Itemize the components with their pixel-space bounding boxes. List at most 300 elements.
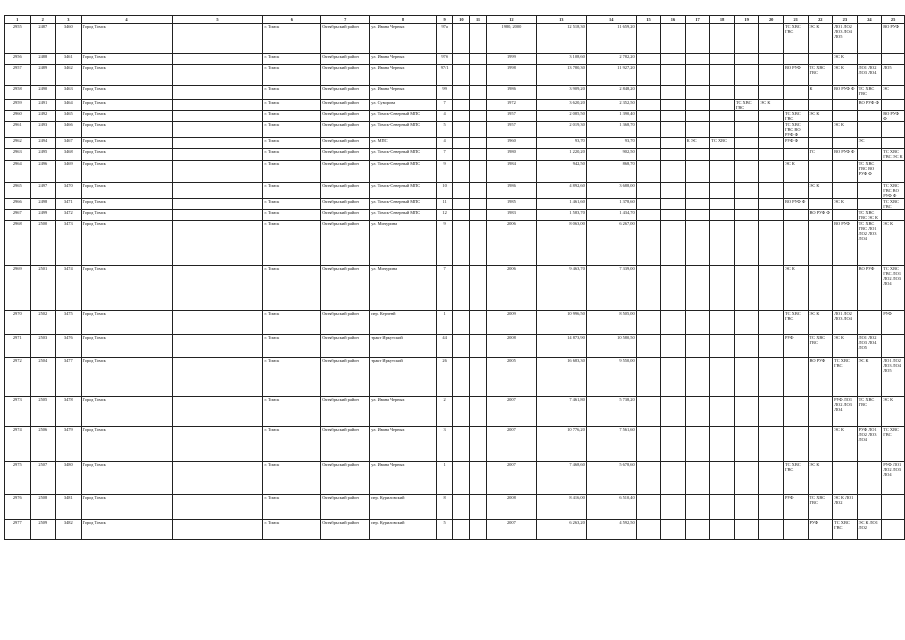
table-cell xyxy=(470,161,487,183)
table-cell: ТС ХВС ГВС ВО РУФ Ф xyxy=(882,183,905,199)
table-cell: 2008 xyxy=(486,495,536,520)
column-number-header: 18 xyxy=(710,16,735,24)
table-cell xyxy=(685,86,710,100)
table-cell: 6 267,00 xyxy=(586,221,636,266)
table-cell: Город Томск xyxy=(81,138,172,149)
table-cell: 12 xyxy=(436,210,453,221)
table-cell: 2963 xyxy=(5,149,31,161)
table-cell: ЭС К ЛО1 ЛО2 xyxy=(833,495,858,520)
table-cell: ЭС К xyxy=(833,65,858,86)
table-cell xyxy=(470,24,487,54)
table-cell xyxy=(453,183,470,199)
table-cell: ТС ХВС ГВС xyxy=(783,111,808,122)
table-cell xyxy=(734,311,759,335)
table-cell: 1 390,40 xyxy=(586,111,636,122)
table-row xyxy=(5,221,905,266)
table-cell: 3 620,20 xyxy=(536,100,586,111)
table-cell: 6 510,40 xyxy=(586,495,636,520)
table-cell: ВО РУФ Ф xyxy=(783,199,808,210)
table-cell: Город Томск xyxy=(81,54,172,65)
table-cell: 9 463,70 xyxy=(536,266,586,311)
table-cell xyxy=(734,210,759,221)
table-cell: Октябрьский район xyxy=(321,183,370,199)
table-cell: Город Томск xyxy=(81,183,172,199)
table-cell: Октябрьский район xyxy=(321,100,370,111)
table-cell: Город Томск xyxy=(81,161,172,183)
table-row xyxy=(5,495,905,520)
table-cell: Октябрьский район xyxy=(321,24,370,54)
table-cell: 2494 xyxy=(30,138,56,149)
table-cell: 2497 xyxy=(30,183,56,199)
table-cell: Октябрьский район xyxy=(321,138,370,149)
table-cell xyxy=(636,358,661,397)
table-cell xyxy=(661,149,686,161)
table-cell xyxy=(470,520,487,540)
table-cell: 3469 xyxy=(56,161,82,183)
table-cell: 3 688,00 xyxy=(586,183,636,199)
table-cell: Октябрьский район xyxy=(321,65,370,86)
table-cell: г. Томск xyxy=(263,122,321,138)
table-cell xyxy=(759,221,784,266)
table-cell: 1 583,70 xyxy=(536,210,586,221)
table-cell: ТС ХВС ГВС xyxy=(882,199,905,210)
table-cell xyxy=(833,161,858,183)
table-cell: Город Томск xyxy=(81,65,172,86)
table-cell: 2007 xyxy=(486,462,536,495)
table-cell: 2 xyxy=(436,397,453,427)
table-cell xyxy=(685,358,710,397)
table-cell xyxy=(172,358,263,397)
table-cell xyxy=(734,54,759,65)
table-cell: 2498 xyxy=(30,199,56,210)
table-cell: 2488 xyxy=(30,54,56,65)
table-cell: Октябрьский район xyxy=(321,54,370,65)
table-cell xyxy=(470,311,487,335)
column-number-header: 12 xyxy=(486,16,536,24)
column-number-header: 19 xyxy=(734,16,759,24)
table-cell: 4 xyxy=(436,111,453,122)
column-number-header: 7 xyxy=(321,16,370,24)
table-cell: г. Томск xyxy=(263,311,321,335)
table-cell xyxy=(636,520,661,540)
table-cell: ТС ХВС ГВС xyxy=(833,520,858,540)
table-row xyxy=(5,54,905,65)
table-cell xyxy=(453,54,470,65)
table-cell: 7 xyxy=(436,266,453,311)
table-cell xyxy=(172,199,263,210)
table-cell: 942,50 xyxy=(536,161,586,183)
table-cell xyxy=(857,54,882,65)
table-cell: г. Томск xyxy=(263,111,321,122)
table-cell xyxy=(759,462,784,495)
table-cell: ТС ХВС ГВС xyxy=(783,462,808,495)
table-cell: Город Томск xyxy=(81,24,172,54)
table-cell xyxy=(833,100,858,111)
table-cell: ТС ХВС ГВС xyxy=(808,495,833,520)
table-row xyxy=(5,210,905,221)
table-cell: 2976 xyxy=(5,495,31,520)
table-cell xyxy=(453,149,470,161)
table-cell xyxy=(470,210,487,221)
column-number-header: 1 xyxy=(5,16,31,24)
register-table xyxy=(4,15,905,540)
table-cell: ул. Ивана Черных xyxy=(370,427,437,462)
table-cell xyxy=(636,138,661,149)
table-cell: 2 352,50 xyxy=(586,100,636,111)
table-cell xyxy=(661,221,686,266)
column-number-header: 11 xyxy=(470,16,487,24)
table-cell: 3 909,20 xyxy=(536,86,586,100)
table-cell xyxy=(172,54,263,65)
table-cell: 11 927,20 xyxy=(586,65,636,86)
table-cell: 10 580,50 xyxy=(586,335,636,358)
table-cell xyxy=(453,65,470,86)
table-cell: ЭС xyxy=(857,138,882,149)
table-cell xyxy=(783,149,808,161)
table-cell: 6 263,20 xyxy=(536,520,586,540)
table-cell xyxy=(685,111,710,122)
table-cell: ЭС К xyxy=(783,161,808,183)
table-cell xyxy=(759,397,784,427)
table-cell xyxy=(783,183,808,199)
table-cell: 2496 xyxy=(30,161,56,183)
table-cell: 2487 xyxy=(30,24,56,54)
table-cell: 1 434,70 xyxy=(586,210,636,221)
table-cell: 16 683,30 xyxy=(536,358,586,397)
table-cell xyxy=(710,65,735,86)
table-cell: ЭС xyxy=(882,86,905,100)
table-cell: 4 892,60 xyxy=(536,183,586,199)
table-cell xyxy=(833,183,858,199)
table-cell: 2962 xyxy=(5,138,31,149)
table-cell xyxy=(172,183,263,199)
table-row xyxy=(5,183,905,199)
table-cell xyxy=(661,86,686,100)
table-cell xyxy=(453,358,470,397)
table-cell xyxy=(453,86,470,100)
table-cell: 2501 xyxy=(30,266,56,311)
table-cell: РУФ Ф xyxy=(783,138,808,149)
table-cell: Город Томск xyxy=(81,86,172,100)
table-cell xyxy=(685,221,710,266)
table-cell: ул. Томск-Северный МПС xyxy=(370,199,437,210)
table-cell xyxy=(783,54,808,65)
table-cell: 3473 xyxy=(56,221,82,266)
table-cell xyxy=(710,397,735,427)
table-cell xyxy=(783,86,808,100)
table-cell xyxy=(710,311,735,335)
table-cell: ВО РУФ Ф xyxy=(833,149,858,161)
table-cell: ЛО1 ЛО2 ЛО3 ЛО4 xyxy=(857,65,882,86)
table-cell: 3478 xyxy=(56,397,82,427)
table-cell xyxy=(710,86,735,100)
table-cell xyxy=(661,210,686,221)
table-cell: 2971 xyxy=(5,335,31,358)
table-cell xyxy=(172,427,263,462)
table-cell: ЭС К xyxy=(833,199,858,210)
table-cell: 868,70 xyxy=(586,161,636,183)
table-cell: 2009 xyxy=(486,311,536,335)
table-cell xyxy=(172,86,263,100)
table-cell: ЭС К xyxy=(882,221,905,266)
table-cell xyxy=(882,54,905,65)
table-cell: ТС ХВС ГВС xyxy=(783,24,808,54)
table-cell xyxy=(661,462,686,495)
table-cell: ул. Томск-Северный МПС xyxy=(370,122,437,138)
table-cell xyxy=(172,520,263,540)
table-cell xyxy=(710,100,735,111)
table-cell xyxy=(759,520,784,540)
table-cell: 1983 xyxy=(486,210,536,221)
table-cell xyxy=(882,335,905,358)
table-cell: 93,70 xyxy=(586,138,636,149)
table-cell: 1 xyxy=(436,462,453,495)
table-cell: 902,50 xyxy=(586,149,636,161)
table-cell: ЭС К ЛО1 ЛО2 xyxy=(857,520,882,540)
table-cell xyxy=(857,311,882,335)
table-cell: 3477 xyxy=(56,358,82,397)
column-number-header: 6 xyxy=(263,16,321,24)
table-cell: г. Томск xyxy=(263,266,321,311)
column-number-header: 22 xyxy=(808,16,833,24)
table-cell xyxy=(734,122,759,138)
table-cell: ТС ХВС ГВС ЛО1 ЛО2 ЛО3 ЛО4 xyxy=(882,266,905,311)
table-cell xyxy=(470,335,487,358)
table-cell xyxy=(661,65,686,86)
table-cell xyxy=(453,266,470,311)
table-cell xyxy=(636,24,661,54)
table-cell xyxy=(172,311,263,335)
table-cell: 2 782,20 xyxy=(586,54,636,65)
table-cell: 8 505,00 xyxy=(586,311,636,335)
table-cell xyxy=(759,54,784,65)
table-cell xyxy=(685,462,710,495)
table-cell: г. Томск xyxy=(263,86,321,100)
table-cell: Октябрьский район xyxy=(321,210,370,221)
table-cell xyxy=(734,111,759,122)
table-cell xyxy=(685,520,710,540)
table-cell: 11 xyxy=(436,199,453,210)
table-cell xyxy=(661,427,686,462)
column-number-header: 17 xyxy=(685,16,710,24)
table-cell xyxy=(734,199,759,210)
table-cell xyxy=(661,138,686,149)
table-cell: 2492 xyxy=(30,111,56,122)
table-cell: Город Томск xyxy=(81,221,172,266)
table-cell: Город Томск xyxy=(81,199,172,210)
table-cell xyxy=(710,221,735,266)
table-cell: Октябрьский район xyxy=(321,397,370,427)
table-cell xyxy=(759,65,784,86)
table-cell: ЭС К xyxy=(833,54,858,65)
table-cell: 3471 xyxy=(56,199,82,210)
table-cell: ЭС К xyxy=(808,24,833,54)
table-cell: 1986 xyxy=(486,183,536,199)
table-cell xyxy=(685,427,710,462)
table-cell: 5 678,60 xyxy=(586,462,636,495)
table-cell xyxy=(470,266,487,311)
table-cell: г. Томск xyxy=(263,24,321,54)
table-cell: ул. Томск-Северный МПС xyxy=(370,149,437,161)
table-cell: 9 xyxy=(436,161,453,183)
table-row xyxy=(5,86,905,100)
table-cell: 8 xyxy=(436,495,453,520)
table-cell: Город Томск xyxy=(81,427,172,462)
table-cell: 3470 xyxy=(56,183,82,199)
table-cell: 2 848,20 xyxy=(586,86,636,100)
table-cell xyxy=(470,54,487,65)
table-cell: ТС ХВС ГВС xyxy=(833,358,858,397)
table-cell: Город Томск xyxy=(81,397,172,427)
table-cell xyxy=(710,149,735,161)
table-cell: 3467 xyxy=(56,138,82,149)
table-cell: 8 416,00 xyxy=(536,495,586,520)
table-cell: 2006 xyxy=(486,221,536,266)
table-cell xyxy=(453,495,470,520)
table-cell xyxy=(661,266,686,311)
table-cell xyxy=(636,427,661,462)
table-cell: ЭС К xyxy=(833,427,858,462)
table-cell: 10 776,20 xyxy=(536,427,586,462)
table-cell xyxy=(470,495,487,520)
column-number-header: 20 xyxy=(759,16,784,24)
table-row xyxy=(5,520,905,540)
table-row xyxy=(5,161,905,183)
column-number-header: 16 xyxy=(661,16,686,24)
table-cell xyxy=(759,161,784,183)
table-row xyxy=(5,427,905,462)
table-cell xyxy=(833,111,858,122)
table-cell xyxy=(759,24,784,54)
table-cell xyxy=(857,183,882,199)
table-cell xyxy=(636,335,661,358)
table-cell: 2965 xyxy=(5,183,31,199)
column-number-header: 2 xyxy=(30,16,56,24)
table-cell xyxy=(857,462,882,495)
table-cell: 2960 xyxy=(5,111,31,122)
table-cell: ТС ХВС ГВС xyxy=(857,86,882,100)
table-cell xyxy=(453,520,470,540)
table-cell xyxy=(808,427,833,462)
table-cell: ТС ХВС ГВС xyxy=(808,65,833,86)
table-cell xyxy=(685,24,710,54)
table-cell: ТС ХВС ГВС xyxy=(857,397,882,427)
table-cell: г. Томск xyxy=(263,335,321,358)
table-row xyxy=(5,462,905,495)
table-cell xyxy=(882,100,905,111)
table-cell: Октябрьский район xyxy=(321,427,370,462)
table-cell xyxy=(172,210,263,221)
table-header xyxy=(5,16,905,24)
table-cell xyxy=(734,183,759,199)
table-cell xyxy=(453,335,470,358)
table-cell: К xyxy=(808,86,833,100)
table-cell xyxy=(734,266,759,311)
table-cell: 2505 xyxy=(30,397,56,427)
table-cell xyxy=(759,495,784,520)
table-cell: 2955 xyxy=(5,24,31,54)
table-cell: ЛО1 ЛО2 ЛО3 ЛО4 ЛО5 xyxy=(833,24,858,54)
table-cell xyxy=(710,122,735,138)
table-row xyxy=(5,397,905,427)
table-cell xyxy=(808,221,833,266)
table-cell xyxy=(783,358,808,397)
table-cell xyxy=(759,138,784,149)
table-cell: 3465 xyxy=(56,111,82,122)
column-number-header: 25 xyxy=(882,16,905,24)
table-cell: ВО РУФ Ф xyxy=(882,111,905,122)
table-cell: ЭС К xyxy=(833,122,858,138)
table-cell xyxy=(685,266,710,311)
table-cell: Октябрьский район xyxy=(321,111,370,122)
table-cell xyxy=(734,161,759,183)
table-cell: 3 108,60 xyxy=(536,54,586,65)
table-cell: ТС ХВС ГВС xyxy=(808,335,833,358)
table-cell xyxy=(759,210,784,221)
table-cell: ЭС К xyxy=(808,462,833,495)
table-cell: г. Томск xyxy=(263,210,321,221)
table-cell: 2974 xyxy=(5,427,31,462)
table-cell: ВО РУФ xyxy=(857,266,882,311)
table-cell: 26 xyxy=(436,358,453,397)
table-cell xyxy=(808,100,833,111)
table-cell: 7 xyxy=(436,100,453,111)
table-cell xyxy=(734,427,759,462)
table-cell xyxy=(685,183,710,199)
table-cell: 10 996,50 xyxy=(536,311,586,335)
table-cell xyxy=(710,462,735,495)
table-cell xyxy=(808,266,833,311)
table-cell xyxy=(685,149,710,161)
table-cell: ЭС К xyxy=(808,183,833,199)
table-cell: 2490 xyxy=(30,86,56,100)
table-cell xyxy=(710,335,735,358)
table-cell: Октябрьский район xyxy=(321,520,370,540)
table-cell: 12 518,30 xyxy=(536,24,586,54)
table-cell: 8 063,00 xyxy=(536,221,586,266)
table-cell xyxy=(685,199,710,210)
table-cell: 1957 xyxy=(486,122,536,138)
column-number-header: 14 xyxy=(586,16,636,24)
table-cell xyxy=(470,427,487,462)
table-cell: ВО РУФ Ф xyxy=(857,100,882,111)
table-cell xyxy=(661,111,686,122)
table-cell: 2500 xyxy=(30,221,56,266)
table-cell: 3472 xyxy=(56,210,82,221)
table-cell xyxy=(710,183,735,199)
table-cell: 2007 xyxy=(486,427,536,462)
table-cell: 10 xyxy=(436,183,453,199)
table-cell xyxy=(661,358,686,397)
table-cell xyxy=(710,266,735,311)
table-cell: г. Томск xyxy=(263,462,321,495)
table-cell: ул. Томск-Северный МПС xyxy=(370,161,437,183)
table-cell: 2005 xyxy=(486,358,536,397)
table-cell: ТС ХВС ГВС xyxy=(734,100,759,111)
table-cell: 2007 xyxy=(486,520,536,540)
table-cell: 2956 xyxy=(5,54,31,65)
table-cell: 1985 xyxy=(486,199,536,210)
table-cell xyxy=(172,495,263,520)
table-cell: 2508 xyxy=(30,495,56,520)
table-cell: РУФ xyxy=(783,335,808,358)
table-cell xyxy=(453,397,470,427)
table-cell xyxy=(734,65,759,86)
table-cell xyxy=(636,54,661,65)
table-cell: ГС xyxy=(808,149,833,161)
table-cell: 3460 xyxy=(56,24,82,54)
table-cell xyxy=(808,54,833,65)
